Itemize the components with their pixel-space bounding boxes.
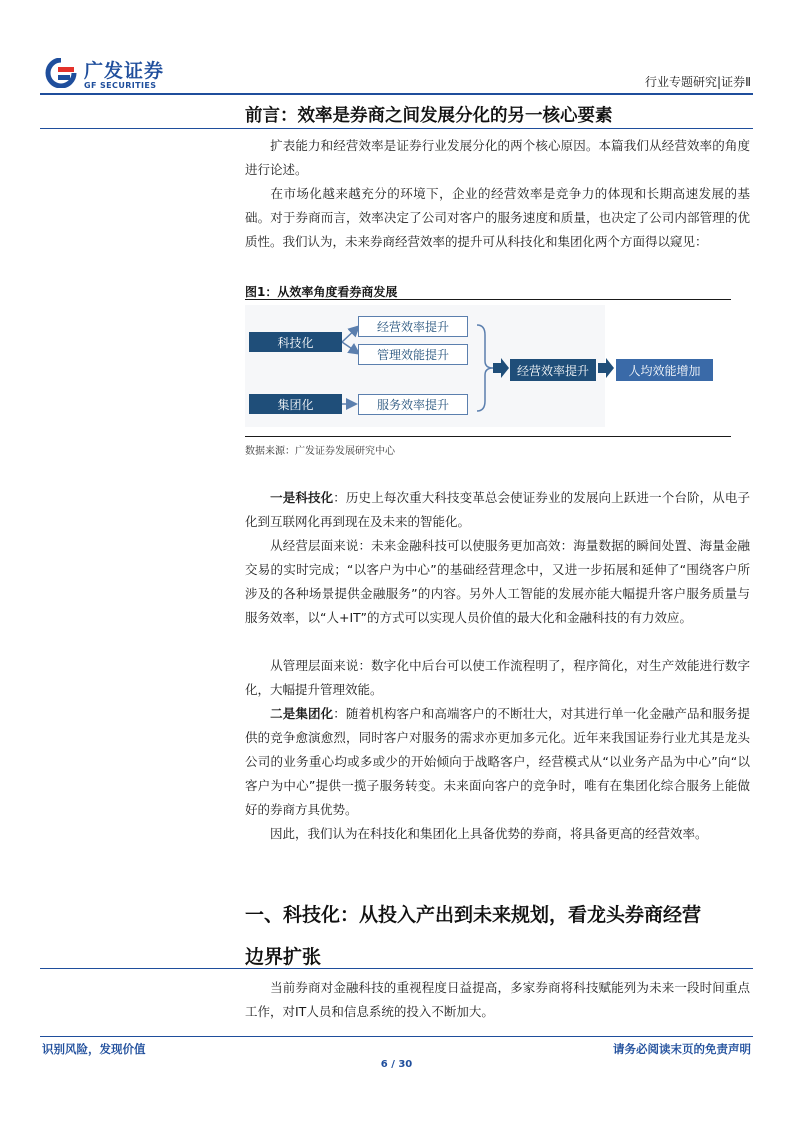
paragraph-lead: 二是集团化 [270, 706, 334, 721]
box-per-capita: 人均效能增加 [616, 359, 713, 381]
report-type: 行业专题研究|证券Ⅱ [645, 75, 751, 89]
footer-divider [40, 1036, 753, 1037]
section-divider [40, 128, 753, 129]
paragraph-text: 当前券商对金融科技的重视程度日益提高，多家券商将科技赋能列为未来一段时间重点工作，对IT人员和信息系统的投入不断加大。 [245, 980, 750, 1019]
box-service-efficiency: 服务效率提升 [358, 394, 468, 415]
figure-source: 数据来源：广发证券发展研究中心 [245, 446, 395, 457]
section-heading-one-cont: 边界扩张 [245, 946, 322, 968]
paragraph-lead: 一是科技化 [270, 490, 334, 505]
paragraph-text: 在市场化越来越充分的环境下，企业的经营效率是竞争力的体现和长期高速发展的基础。对于券商而言，效率决定了公司对客户的服务速度和质量，也决定了公司内部管理的优质性。我们认为，未来券商经营效率的提升可从科技化和集团化两个方面得以窥见： [245, 186, 750, 249]
section-heading-preface: 前言：效率是券商之间发展分化的另一核心要素 [245, 106, 613, 126]
paragraph [245, 822, 750, 846]
page-number: 6 / 30 [380, 1059, 413, 1070]
logo-text: 广发证券 [84, 60, 165, 82]
header-divider [40, 93, 753, 95]
paragraph-text: 从经营层面来说：未来金融科技可以使服务更加高效：海量数据的瞬间处置、海量金融交易的实时完成；“以客户为中心”的基础经营理念中，又进一步拓展和延伸了“围绕客户所涉及的各种场景提供金融服务”的内容。另外人工智能的发展亦能大幅提升客户服务质量与服务效率，以“人+IT”的方式可以实现人员价值的最大化和金融科技的有力效应。 [245, 538, 750, 625]
paragraph-text: 从管理层面来说：数字化中后台可以使工作流程明了，程序简化，对生产效能进行数字化，大幅提升管理效能。 [245, 658, 750, 697]
paragraph-text: ：随着机构客户和高端客户的不断壮大，对其进行单一化金融产品和服务提供的竞争愈演愈烈，同时客户对服务的需求亦更加多元化。近年来我国证券行业尤其是龙头公司的业务重心均或多或少的开始倾向于战略客户，经营模式从“以业务产品为中心”向“以客户为中心”提供一揽子服务转变。未来面向客户的竞争时，唯有在集团化综合服务上能做好的券商方具优势。 [245, 706, 750, 817]
box-group: 集团化 [249, 394, 342, 414]
figure-title: 图1：从效率角度看券商发展 [245, 285, 398, 299]
paragraph-text: 扩表能力和经营效率是证券行业发展分化的两个核心原因。本篇我们从经营效率的角度进行论述。 [245, 138, 750, 177]
section-divider [40, 968, 753, 969]
paragraph [245, 702, 750, 822]
paragraph [245, 134, 750, 182]
paragraph [245, 654, 750, 702]
paragraph [245, 486, 750, 534]
box-tech: 科技化 [249, 332, 342, 352]
paragraph [245, 182, 750, 254]
footer-slogan: 识别风险，发现价值 [42, 1042, 146, 1056]
section-heading-one: 一、科技化：从投入产出到未来规划，看龙头券商经营 [245, 904, 702, 926]
footer-disclaimer: 请务必阅读末页的免责声明 [613, 1042, 751, 1056]
paragraph [245, 976, 750, 1024]
paragraph-text: 因此，我们认为在科技化和集团化上具备优势的券商，将具备更高的经营效率。 [270, 826, 708, 841]
paragraph [245, 534, 750, 630]
box-biz-efficiency: 经营效率提升 [358, 316, 468, 337]
paragraph-text: ：历史上每次重大科技变革总会使证券业的发展向上跃进一个台阶，从电子化到互联网化再到现在及未来的智能化。 [245, 490, 750, 529]
figure-rule-bottom [245, 436, 731, 437]
box-mgmt-efficiency: 管理效能提升 [358, 344, 468, 365]
logo-subtext: GF SECURITIES [84, 81, 157, 90]
figure-rule-top [245, 299, 731, 300]
box-op-efficiency: 经营效率提升 [510, 359, 596, 381]
gf-logo-icon [44, 58, 78, 88]
